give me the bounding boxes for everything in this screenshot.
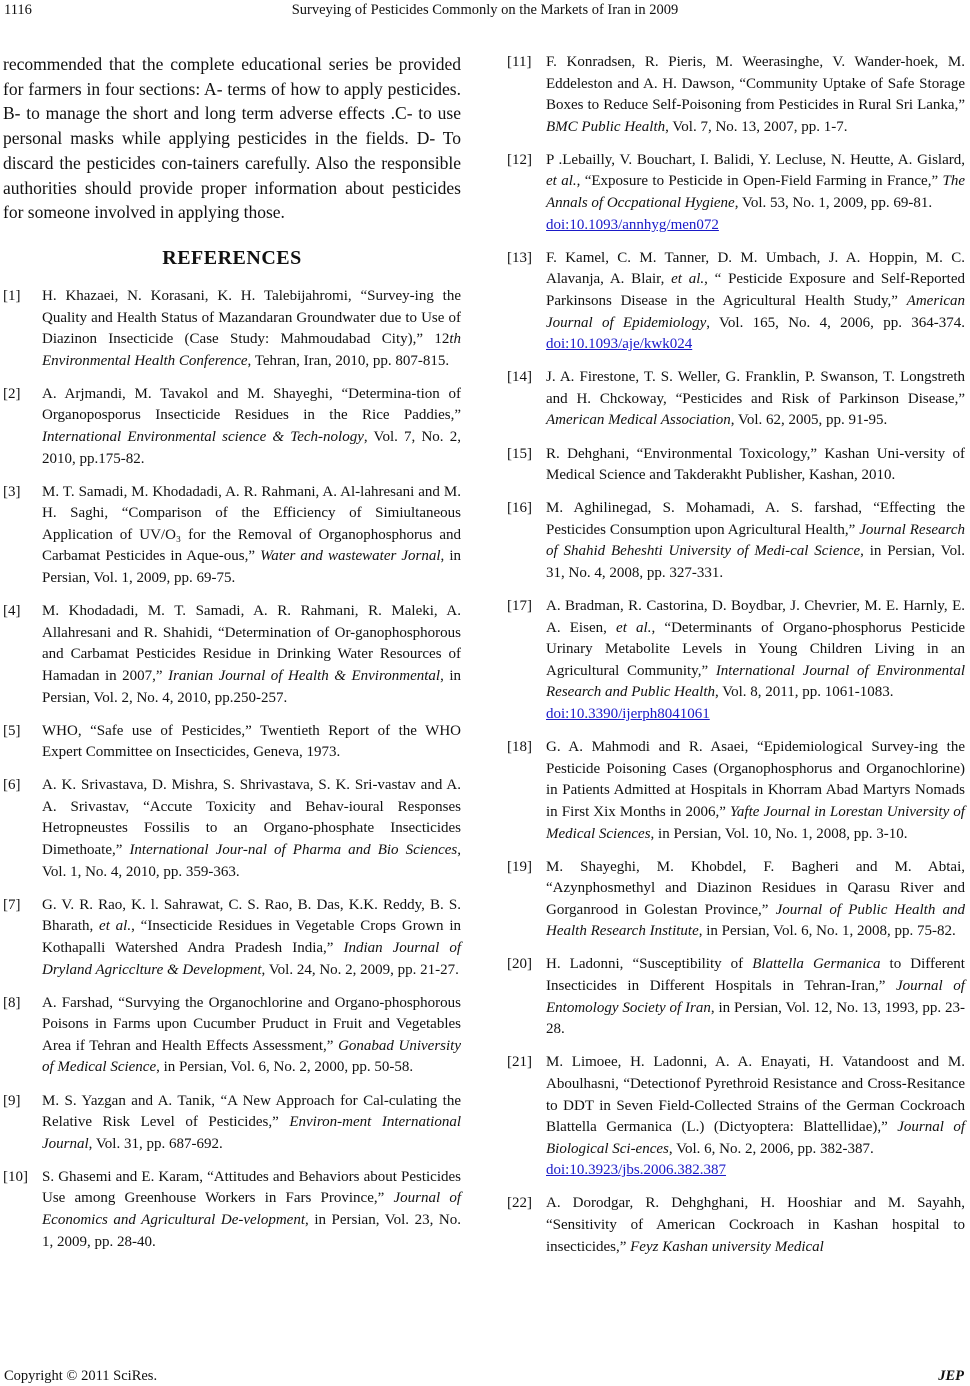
reference-number: [7] [3, 896, 21, 913]
reference-entry [507, 52, 965, 138]
reference-entry [507, 150, 965, 236]
reference-text [546, 737, 965, 845]
right-column [507, 52, 965, 1270]
reference-number: [2] [3, 385, 21, 402]
reference-details: , in Persian, Vol. 2, No. 4, 2010, pp.250-257. [42, 667, 461, 706]
references-list-right [507, 52, 965, 1258]
reference-number: [21] [507, 1054, 532, 1071]
reference-entry [507, 498, 965, 584]
reference-entry [507, 1052, 965, 1182]
reference-authors-title: M. Khodadadi, M. T. Samadi, A. R. Rahmani, R. Maleki, A. Allahresani and R. Shahidi, “Determination of Or-ganophosphorous and Carbamat Pesticides Residue in Drinking Water Resources of Hamadan in 2007,” [42, 603, 461, 684]
reference-number: [14] [507, 369, 532, 386]
reference-authors-title: G. V. R. Rao, K. l. Sahrawat, C. S. Rao, B. Das, K.K. Reddy, B. S. Bharath, [42, 896, 461, 935]
reference-italic-term: et al. [616, 619, 652, 636]
reference-text [42, 482, 461, 590]
reference-italic-term: et al. [546, 173, 577, 190]
reference-details: , in Persian, Vol. 6, No. 1, 2008, pp. 75-82. [698, 923, 956, 940]
reference-text [546, 857, 965, 943]
running-title: Surveying of Pesticides Commonly on the Markets of Iran in 2009 [291, 2, 679, 18]
reference-number: [20] [507, 956, 532, 973]
reference-text [42, 775, 461, 883]
reference-entry [507, 444, 965, 487]
reference-authors-title: J. A. Firestone, T. S. Weller, G. Franklin, P. Swanson, T. Longstreth and H. Chckoway, “Pesticides and Risk of Parkinson Disease,” [546, 369, 965, 407]
reference-journal: BMC Public Health [546, 118, 666, 135]
reference-authors-title: S. Ghasemi and E. Karam, “Attitudes and Behaviors about Pesticides Use among Greenhouse Workers in Fars Province,” [42, 1168, 461, 1207]
reference-details: , Tehran, Iran, 2010, pp. 807-815. [247, 352, 450, 369]
reference-journal: Journal of Biological Sci-ences [546, 1119, 965, 1157]
reference-doi-link[interactable]: doi:10.1093/annhyg/men072 [546, 216, 719, 233]
copyright-notice: Copyright © 2011 SciRes. [4, 1368, 158, 1384]
reference-number: [17] [507, 598, 532, 615]
reference-journal: The Annals of Occpational Hygiene [546, 173, 965, 212]
left-column [3, 52, 461, 1265]
references-list-left [3, 286, 461, 1253]
reference-entry [507, 367, 965, 432]
reference-journal: Feyz Kashan university Medical [630, 1238, 824, 1255]
reference-journal: Water and wastewater Jornal [260, 548, 441, 565]
reference-authors-title: M. S. Yazgan and A. Tanik, “A New Approach for Cal-culating the Relative Risk Level of Pesticides,” [42, 1092, 461, 1131]
reference-entry [3, 775, 461, 883]
reference-text [546, 52, 965, 138]
reference-number: [10] [3, 1168, 28, 1185]
reference-journal: International Jour-nal of Pharma and Bio Sciences [129, 842, 458, 859]
reference-text [42, 895, 461, 981]
reference-text [42, 384, 461, 470]
reference-title-cont: , “Exposure to Pesticide in Open-Field Farming in France,” [576, 173, 943, 190]
reference-journal: Environ-ment International Journal [42, 1114, 461, 1152]
reference-number: [16] [507, 500, 532, 517]
reference-authors-title: A. Bradman, R. Castorina, D. Boydbar, J. Chevrier, M. E. Harnly, E. A. Eisen, [546, 598, 965, 636]
page-header [0, 0, 970, 20]
reference-italic-term: et al. [671, 271, 705, 288]
reference-entry [507, 596, 965, 726]
reference-title-cont: , “Insecticide Residues in Vegetable Crops Grown in Kothapalli Watershed Andra Pradesh India,” [42, 918, 462, 956]
reference-details: , Vol. 8, 2011, pp. 1061-1083. [714, 684, 894, 701]
reference-number: [8] [3, 994, 21, 1011]
reference-entry [3, 286, 461, 372]
reference-authors-title: WHO, “Safe use of Pesticides,” Twentieth Report of the WHO Expert Committee on Insecticides, Geneva, 1973. [42, 722, 461, 761]
reference-entry [3, 1091, 461, 1156]
reference-details: , Vol. 7, No. 2, 2010, pp.175-82. [42, 428, 461, 467]
reference-text [546, 596, 965, 726]
reference-details: , in Persian, Vol. 12, No. 13, 1993, pp. 23-28. [546, 999, 965, 1038]
reference-authors-title: A. K. Srivastava, D. Mishra, S. Shrivastava, S. K. Sri-vastav and A. A. Srivastav, “Accute Toxicity and Behav-ioural Responses Hetropneustes Fossilis to an Organo-phosphate Insecticides Dimethoate,” [42, 777, 461, 859]
reference-authors-title: A. Arjmandi, M. Tavakol and M. Shayeghi, “Determina-tion of Organoposporus Insecticide Residues in the Rice Paddies,” [42, 385, 461, 424]
reference-number: [13] [507, 249, 532, 266]
reference-number: [3] [3, 483, 21, 500]
reference-authors-title: G. A. Mahmodi and R. Asaei, “Epidemiological Survey-ing the Pesticide Poisoning Cases (Organophosphorus and Organochlorine) in Patients Admitted at Hospitals in Khorram Abad Martyrs Nomads in First Xix Months in 2006,” [546, 739, 965, 820]
body-paragraph: recommended that the complete educational series be provided for farmers in four sections: A- terms of how to apply pesticides. B- to manage the short and long term adverse effects .C- to use personal masks while applying pesticides in the fields. D- To discard the pesticides con-tainers carefully. Also the responsible authorities should provide proper information about pesticides for someone involved in applying those. [3, 54, 461, 223]
reference-details: , Vol. 53, No. 1, 2009, pp. 69-81. [734, 195, 933, 212]
reference-entry [3, 1167, 461, 1253]
reference-text [42, 1091, 461, 1156]
reference-authors-title: M. Shayeghi, M. Khobdel, F. Bagheri and M. Abtai, “Azynphosmethyl and Diazinon Residues in Qarasu River and Gorganrood in Golestan Province,” [546, 858, 965, 918]
reference-number: [19] [507, 858, 532, 875]
reference-number: [22] [507, 1195, 532, 1212]
reference-text [42, 286, 461, 372]
reference-title-cont: , “ Pesticide Exposure and Self-Reported Parkinsons Disease in the Agricultural Health Study,” [546, 271, 965, 309]
reference-details: , Vol. 7, No. 13, 2007, pp. 1-7. [665, 118, 848, 135]
reference-entry [3, 895, 461, 981]
reference-text [546, 367, 965, 432]
reference-journal: Journal of Public Health and Health Research Institute [546, 901, 965, 940]
reference-authors-title: M. T. Samadi, M. Khodadadi, A. R. Rahmani, A. Al-lahresani and M. H. Saghi, “Comparison of the Efficiency of Simiultaneous Application of UV/O₃ for the Removal of Organophosphorus and Carbamat Pesticides in Aque-ous,” [42, 483, 461, 565]
reference-authors-title: F. Kamel, C. M. Tanner, D. M. Umbach, J. A. Hoppin, M. C. Alavanja, A. Blair, [546, 249, 965, 288]
reference-journal: Iranian Journal of Health & Environmental [168, 667, 441, 684]
reference-details: , in Persian, Vol. 1, 2009, pp. 69-75. [42, 548, 462, 587]
reference-details: , Vol. 165, No. 4, 2006, pp. 364-374. [706, 314, 965, 331]
reference-number: [6] [3, 777, 21, 794]
reference-number: [4] [3, 603, 21, 620]
reference-number: [18] [507, 739, 532, 756]
reference-details: , in Persian, Vol. 23, No. 1, 2009, pp. 28-40. [42, 1211, 462, 1250]
reference-text [42, 721, 461, 764]
reference-authors-title: H. Khazaei, N. Korasani, K. H. Talebijahromi, “Survey-ing the Quality and Health Status of Mazandaran Groundwater due to Use of Diazinon Insecticide (Case Study: Mahmoudabad City),” 12 [42, 287, 461, 348]
reference-entry [507, 954, 965, 1040]
reference-authors-title: R. Dehghani, “Environmental Toxicology,” Kashan Uni-versity of Medical Science and Takderakht Publisher, Kashan, 2010. [546, 445, 965, 484]
reference-details: , in Persian, Vol. 10, No. 1, 2008, pp. 3-10. [650, 825, 908, 842]
reference-text [546, 1193, 965, 1258]
reference-journal: Yafte Journal in Lorestan University of Medical Sciences [546, 803, 965, 842]
reference-journal: American Journal of Epidemiology [546, 292, 965, 331]
reference-doi-link[interactable]: doi:10.1093/aje/kwk024 [546, 336, 693, 353]
reference-number: [9] [3, 1092, 21, 1109]
reference-text [546, 498, 965, 584]
reference-details: , in Persian, Vol. 31, No. 4, 2008, pp. 327-331. [546, 543, 965, 581]
reference-details: , Vol. 1, No. 4, 2010, pp. 359-363. [42, 842, 461, 880]
reference-entry [3, 601, 461, 709]
reference-journal: th Environmental Health Conference [42, 331, 461, 369]
reference-details: , Vol. 6, No. 2, 2006, pp. 382-387. [668, 1140, 874, 1157]
reference-number: [15] [507, 445, 532, 462]
reference-authors-title: M. Aghilinegad, S. Mohamadi, A. S. farshad, “Effecting the Pesticides Consumption upon Agricultural Health,” [546, 500, 965, 538]
reference-authors-title: A. Farshad, “Survying the Organochlorine and Organo-phosphorous Poisons in Farms upon Cucumber Pruduct in Fruit and Vegetables Area if Tehran and Health Effects Assessment,” [42, 994, 461, 1054]
reference-text [546, 444, 965, 487]
reference-journal: Journal of Economics and Agricultural De-velopment [42, 1190, 461, 1228]
reference-details: , Vol. 24, No. 2, 2009, pp. 21-27. [261, 961, 459, 978]
reference-number: [5] [3, 722, 21, 739]
reference-text [546, 150, 965, 236]
reference-details: , Vol. 31, pp. 687-692. [88, 1135, 223, 1152]
reference-journal: Indian Journal of Dryland Agricclture & Development [42, 939, 461, 978]
reference-journal: Gonabad University of Medical Science [42, 1037, 461, 1076]
reference-entry [3, 384, 461, 470]
reference-title-cont: to Different Insecticides in Different Hospitals in Tehran-Iran,” [546, 956, 965, 995]
reference-entry [3, 721, 461, 764]
reference-journal: International Journal of Environmental Research and Public Health [546, 662, 965, 701]
reference-entry [3, 482, 461, 590]
reference-journal: American Medical Association [546, 412, 731, 429]
page-footer [0, 1366, 970, 1386]
reference-number: [12] [507, 151, 532, 168]
reference-entry [507, 1193, 965, 1258]
reference-authors-title: P .Lebailly, V. Bouchart, I. Balidi, Y. Lecluse, N. Heutte, A. Gislard, [546, 151, 965, 168]
reference-title-cont: , “Determinants of Organo-phosphorus Pesticide Urinary Metabolite Levels in Young Children Living in an Agricultural Community,” [546, 619, 965, 679]
journal-abbreviation: JEP [938, 1368, 964, 1384]
reference-authors-title: M. Limoee, H. Ladonni, A. A. Enayati, H. Vatandoost and M. Aboulhasni, “Detectionof Pyrethroid Resistance and Cross-Resitance to DDT in Seven Field-Collected Strains of the German Cockroach Blattella Germanica (L.) (Dictyoptera: Blattellidae),” [546, 1054, 965, 1136]
reference-journal: Journal Research of Shahid Beheshti University of Medi-cal Science [546, 521, 965, 560]
reference-journal: International Environmental science & Tech-nology [42, 428, 364, 445]
reference-details: , Vol. 62, 2005, pp. 91-95. [730, 412, 888, 429]
reference-italic-term: Blattella Germanica [752, 956, 881, 973]
reference-text [546, 1052, 965, 1182]
reference-number: [1] [3, 287, 21, 304]
reference-entry [507, 248, 965, 356]
references-heading: REFERENCES [162, 246, 302, 269]
reference-number: [11] [507, 54, 532, 70]
reference-authors-title: A. Dorodgar, R. Dehghghani, H. Hooshiar and M. Sayahh, “Sensitivity of American Cockroach in Kashan hospital to insecticides,” [546, 1195, 965, 1255]
reference-entry [3, 993, 461, 1079]
reference-doi-link[interactable]: doi:10.3923/jbs.2006.382.387 [546, 1162, 727, 1179]
reference-details: , in Persian, Vol. 6, No. 2, 2000, pp. 50-58. [156, 1059, 414, 1076]
page-number: 1116 [4, 2, 32, 18]
reference-authors-title: F. Konradsen, R. Pieris, M. Weerasinghe, V. Wander-hoek, M. Eddeleston and A. H. Dawson, “Community Uptake of Safe Storage Boxes to Reduce Self-Poisoning from Pesticides in Rural Sri Lanka,” [546, 54, 965, 114]
reference-text [42, 1167, 461, 1253]
reference-doi-link[interactable]: doi:10.3390/ijerph8041061 [546, 706, 710, 723]
reference-text [42, 993, 461, 1079]
reference-entry [507, 737, 965, 845]
reference-authors-title: H. Ladonni, “Susceptibility of [546, 956, 753, 973]
reference-text [42, 601, 461, 709]
reference-entry [507, 857, 965, 943]
reference-text [546, 248, 965, 356]
reference-journal: Journal of Entomology Society of Iran [546, 978, 965, 1016]
reference-italic-term: et al. [99, 918, 132, 935]
reference-text [546, 954, 965, 1040]
